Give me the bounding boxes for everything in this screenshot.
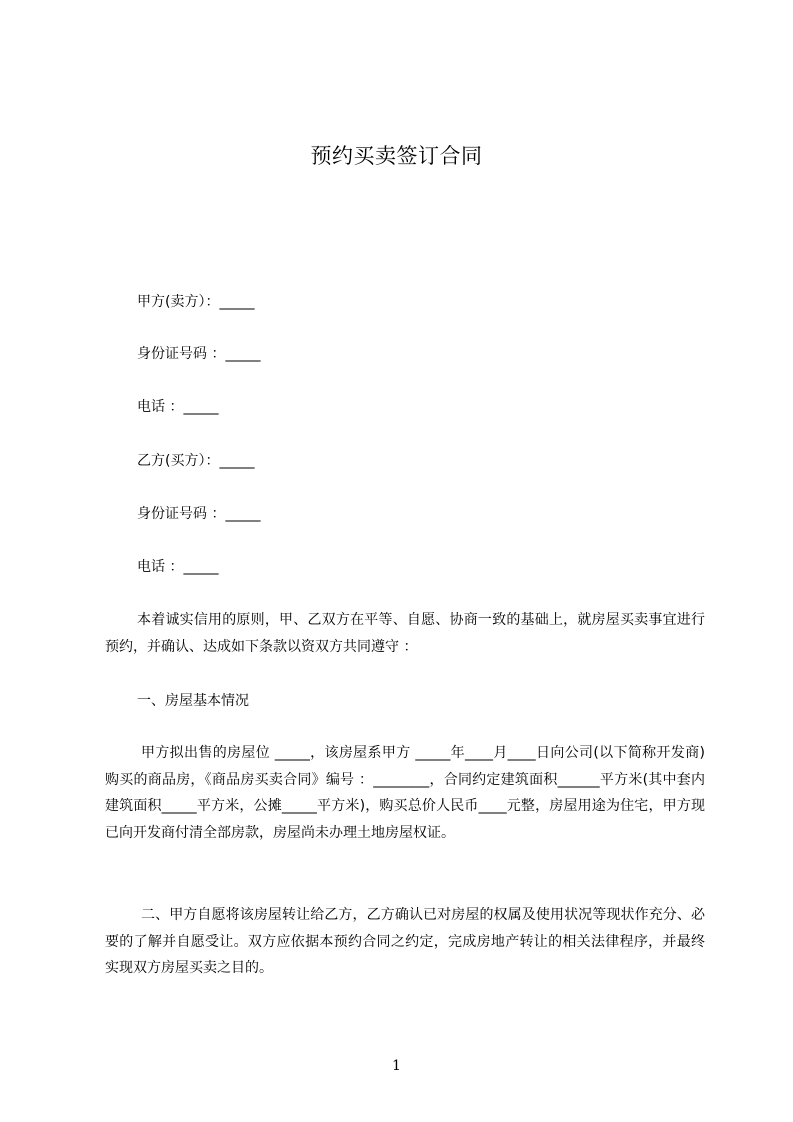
section-two-paragraph: 二、甲方自愿将该房屋转让给乙方，乙方确认已对房屋的权属及使用状况等现状作充分、必要的了解并自愿受让。双方应依据本预约合同之约定，完成房地产转让的相关法律程序，并最终实现双方房屋买卖之目的。 (105, 907, 705, 976)
seller-name-field: 甲方(卖方）：_____ (137, 294, 255, 310)
page-number: 1 (392, 1058, 401, 1074)
seller-phone-field: 电话 ：_____ (137, 399, 219, 415)
section-one-heading: 一、房屋基本情况 (137, 693, 249, 709)
document-title: 预约买卖签订合同 (310, 144, 483, 168)
seller-id-field: 身份证号码 ：_____ (137, 346, 261, 362)
buyer-phone-field: 电话 ：_____ (137, 559, 219, 575)
buyer-name-field: 乙方(买方）：_____ (137, 453, 255, 469)
section-one-paragraph: 甲方拟出售的房屋位 _____，该房屋系甲方 _____年____月____日向公司(以下简称开发商)购买的商品房，《商品房买卖合同》编号 ：________，合同约定建筑面积______平方米(其中套内建筑面积_____平方米，公摊_____平方米)，购买总价人民币____元整，房屋用途为住宅，甲方现已向开发商付清全部房款，房屋尚未办理土地房屋权证。 (105, 745, 705, 841)
intro-paragraph: 本着诚实信用的原则，甲、乙双方在平等、自愿、协商一致的基础上，就房屋买卖事宜进行预约，并确认、达成如下条款以资双方共同遵守 ： (105, 612, 705, 655)
buyer-id-field: 身份证号码 ：_____ (137, 506, 261, 522)
